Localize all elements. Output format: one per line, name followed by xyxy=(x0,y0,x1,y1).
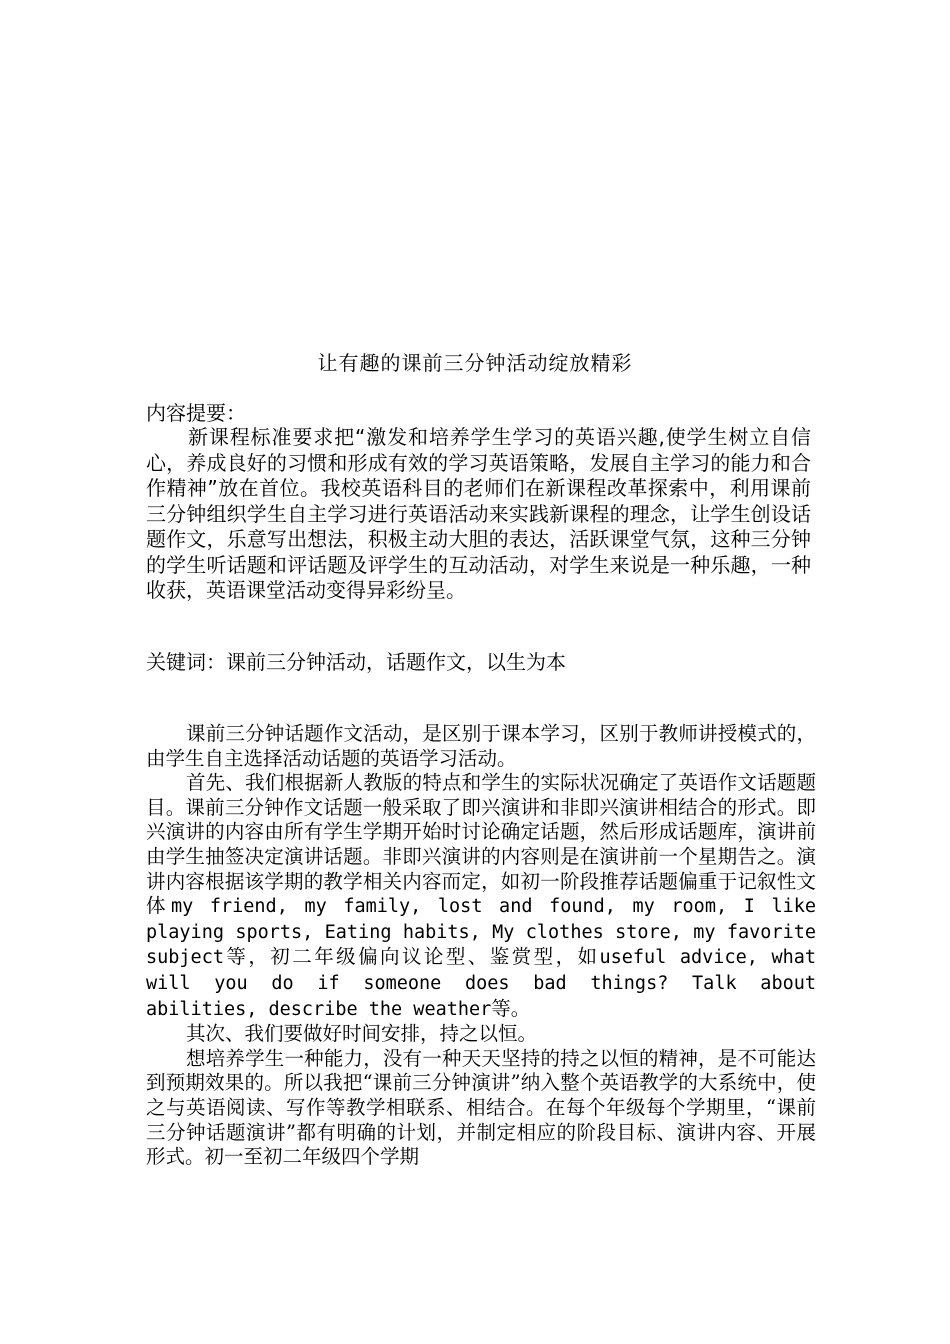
paragraph-text: 首先、我们根据新人教版的特点和学生的实际状况确定了英语作文话题题目。课前三分钟作文话题一般采取了即兴演讲和非即兴演讲相结合的形式。即兴演讲的内容由所有学生学期开始时讨论确定话题，然后形成话题库，演讲前由学生抽签决定演讲话题。非即兴演讲的内容则是在演讲前一个星期告之。演讲内容根据该学期的教学相关内容而定，如初一阶段推荐话题偏重于记叙性文体 xyxy=(146,771,816,918)
body-paragraph: 想培养学生一种能力，没有一种天天坚持的持之以恒的精神，是不可能达到预期效果的。所以我把“课前三分钟演讲”纳入整个英语教学的大系统中，使之与英语阅读、写作等教学相联系、相结合。在每个年级每个学期里，“课前三分钟话题演讲”都有明确的计划，并制定相应的阶段目标、演讲内容、开展形式。初一至初二年级四个学期 xyxy=(146,1046,816,1169)
document-body xyxy=(146,722,816,1170)
abstract-label: 内容提要： xyxy=(146,401,246,425)
body-paragraph: 课前三分钟话题作文活动，是区别于课本学习，区别于教师讲授模式的，由学生自主选择活动话题的英语学习活动。 xyxy=(146,722,816,770)
english-topic-list: useful advice, what will you do if someone does bad things? Talk about abilities, describe the weather xyxy=(146,947,816,1020)
paragraph-text: 等。 xyxy=(491,996,531,1020)
keywords-line: 关键词：课前三分钟活动，话题作文，以生为本 xyxy=(146,650,566,674)
body-paragraph: 其次、我们要做好时间安排，持之以恒。 xyxy=(186,1022,538,1046)
paragraph-text: 等，初二年级偏向议论型、鉴赏型，如 xyxy=(223,945,600,969)
english-topic-list: my friend, my family, lost and found, my room, I like playing sports, Eating habits, My clothes store, my favorite subject xyxy=(146,896,816,969)
abstract-text: 新课程标准要求把“激发和培养学生学习的英语兴趣,使学生树立自信心，养成良好的习惯和形成有效的学习英语策略，发展自主学习的能力和合作精神”放在首位。我校英语科目的老师们在新课程改革探索中，利用课前三分钟组织学生自主学习进行英语活动来实践新课程的理念，让学生创设话题作文，乐意写出想法，积极主动大胆的表达，活跃课堂气氛，这种三分钟的学生听话题和评话题及评学生的互动活动，对学生来说是一种乐趣，一种收获，英语课堂活动变得异彩纷呈。 xyxy=(146,425,811,602)
body-paragraph xyxy=(146,771,816,1022)
document-title: 让有趣的课前三分钟活动绽放精彩 xyxy=(317,351,633,375)
